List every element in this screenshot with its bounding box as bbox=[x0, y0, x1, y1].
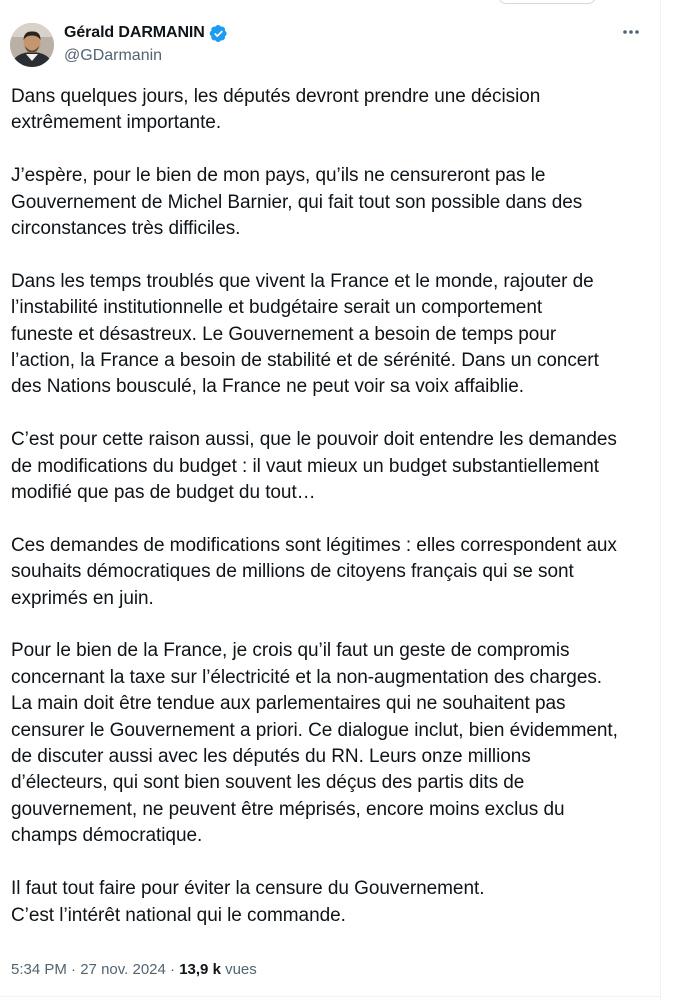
tweet-line: d’électeurs, qui sont bien souvent les déçus des partis dits de bbox=[11, 772, 525, 794]
tweet-line: La main doit être tendue aux parlementaires qui ne souhaitent pas bbox=[11, 693, 566, 715]
avatar-photo bbox=[10, 23, 54, 67]
tweet-line: Dans les temps troublés que vivent la France et le monde, rajouter de bbox=[11, 270, 594, 292]
tweet-line: circonstances très difficiles. bbox=[11, 218, 241, 240]
tweet-line: concernant la taxe sur l’électricité et la non-augmentation des charges. bbox=[11, 666, 603, 688]
tweet-meta bbox=[11, 960, 257, 980]
views-count: 13,9 k bbox=[179, 961, 221, 978]
top-button-fragment[interactable] bbox=[498, 0, 596, 4]
author-display-name[interactable]: Gérald DARMANIN bbox=[64, 24, 205, 41]
tweet-line: Gouvernement de Michel Barnier, qui fait tout son possible dans des bbox=[11, 191, 583, 213]
tweet-line: Il faut tout faire pour éviter la censure du Gouvernement. bbox=[11, 878, 485, 900]
tweet-time[interactable]: 5:34 PM bbox=[11, 961, 67, 978]
tweet-paragraph-3 bbox=[11, 269, 651, 401]
tweet-paragraph-4 bbox=[11, 427, 651, 506]
tweet-date[interactable]: 27 nov. 2024 bbox=[80, 961, 166, 978]
tweet-line: Ces demandes de modifications sont légitimes : elles correspondent aux bbox=[11, 534, 617, 556]
tweet-line: l’instabilité institutionnelle et budgétaire serait un comportement bbox=[11, 297, 543, 319]
tweet-line: de modifications du budget : il vaut mieux un budget substantiellement bbox=[11, 455, 599, 477]
tweet-line: Pour le bien de la France, je crois qu’il faut un geste de compromis bbox=[11, 640, 570, 662]
tweet-line: exprimés en juin. bbox=[11, 587, 154, 609]
verified-badge-icon[interactable] bbox=[209, 24, 228, 43]
more-options-icon[interactable] bbox=[618, 22, 644, 42]
divider bbox=[0, 996, 660, 997]
tweet-paragraph-1 bbox=[11, 84, 651, 137]
column-border bbox=[660, 0, 661, 1000]
avatar[interactable] bbox=[10, 23, 54, 67]
author-handle[interactable]: @GDarmanin bbox=[64, 47, 163, 64]
tweet-line: souhaits démocratiques de millions de citoyens français qui se sont bbox=[11, 561, 574, 583]
meta-separator: · bbox=[66, 961, 81, 978]
tweet-paragraph-5 bbox=[11, 533, 651, 612]
tweet-paragraph-6 bbox=[11, 638, 651, 849]
meta-separator: · bbox=[165, 961, 180, 978]
tweet-line: J’espère, pour le bien de mon pays, qu’ils ne censureront pas le bbox=[11, 165, 546, 187]
tweet-line: extrêmement importante. bbox=[11, 112, 222, 134]
tweet-line: C’est l’intérêt national qui le commande. bbox=[11, 904, 346, 926]
tweet-line: champs démocratique. bbox=[11, 825, 203, 847]
tweet-line: modifié que pas de budget du tout… bbox=[11, 482, 316, 504]
views-label: vues bbox=[225, 961, 257, 978]
tweet-line: de discuter aussi avec les députés du RN. Leurs onze millions bbox=[11, 746, 531, 768]
tweet-paragraph-7 bbox=[11, 876, 651, 929]
tweet-line: gouvernement, ne peuvent être méprisés, encore moins exclus du bbox=[11, 798, 565, 820]
tweet-line: Dans quelques jours, les députés devront prendre une décision bbox=[11, 86, 541, 107]
tweet-line: C’est pour cette raison aussi, que le pouvoir doit entendre les demandes bbox=[11, 429, 617, 451]
tweet-line: funeste et désastreux. Le Gouvernement a besoin de temps pour bbox=[11, 323, 557, 345]
author-name-row bbox=[64, 22, 228, 44]
tweet-line: censurer le Gouvernement a priori. Ce dialogue inclut, bien évidemment, bbox=[11, 719, 618, 741]
tweet-paragraph-2 bbox=[11, 163, 651, 242]
tweet-line: l’action, la France a besoin de stabilité et de sérénité. Dans un concert bbox=[11, 350, 599, 372]
tweet-line: des Nations bousculé, la France ne peut voir sa voix affaiblie. bbox=[11, 376, 524, 398]
tweet-text bbox=[11, 84, 651, 929]
